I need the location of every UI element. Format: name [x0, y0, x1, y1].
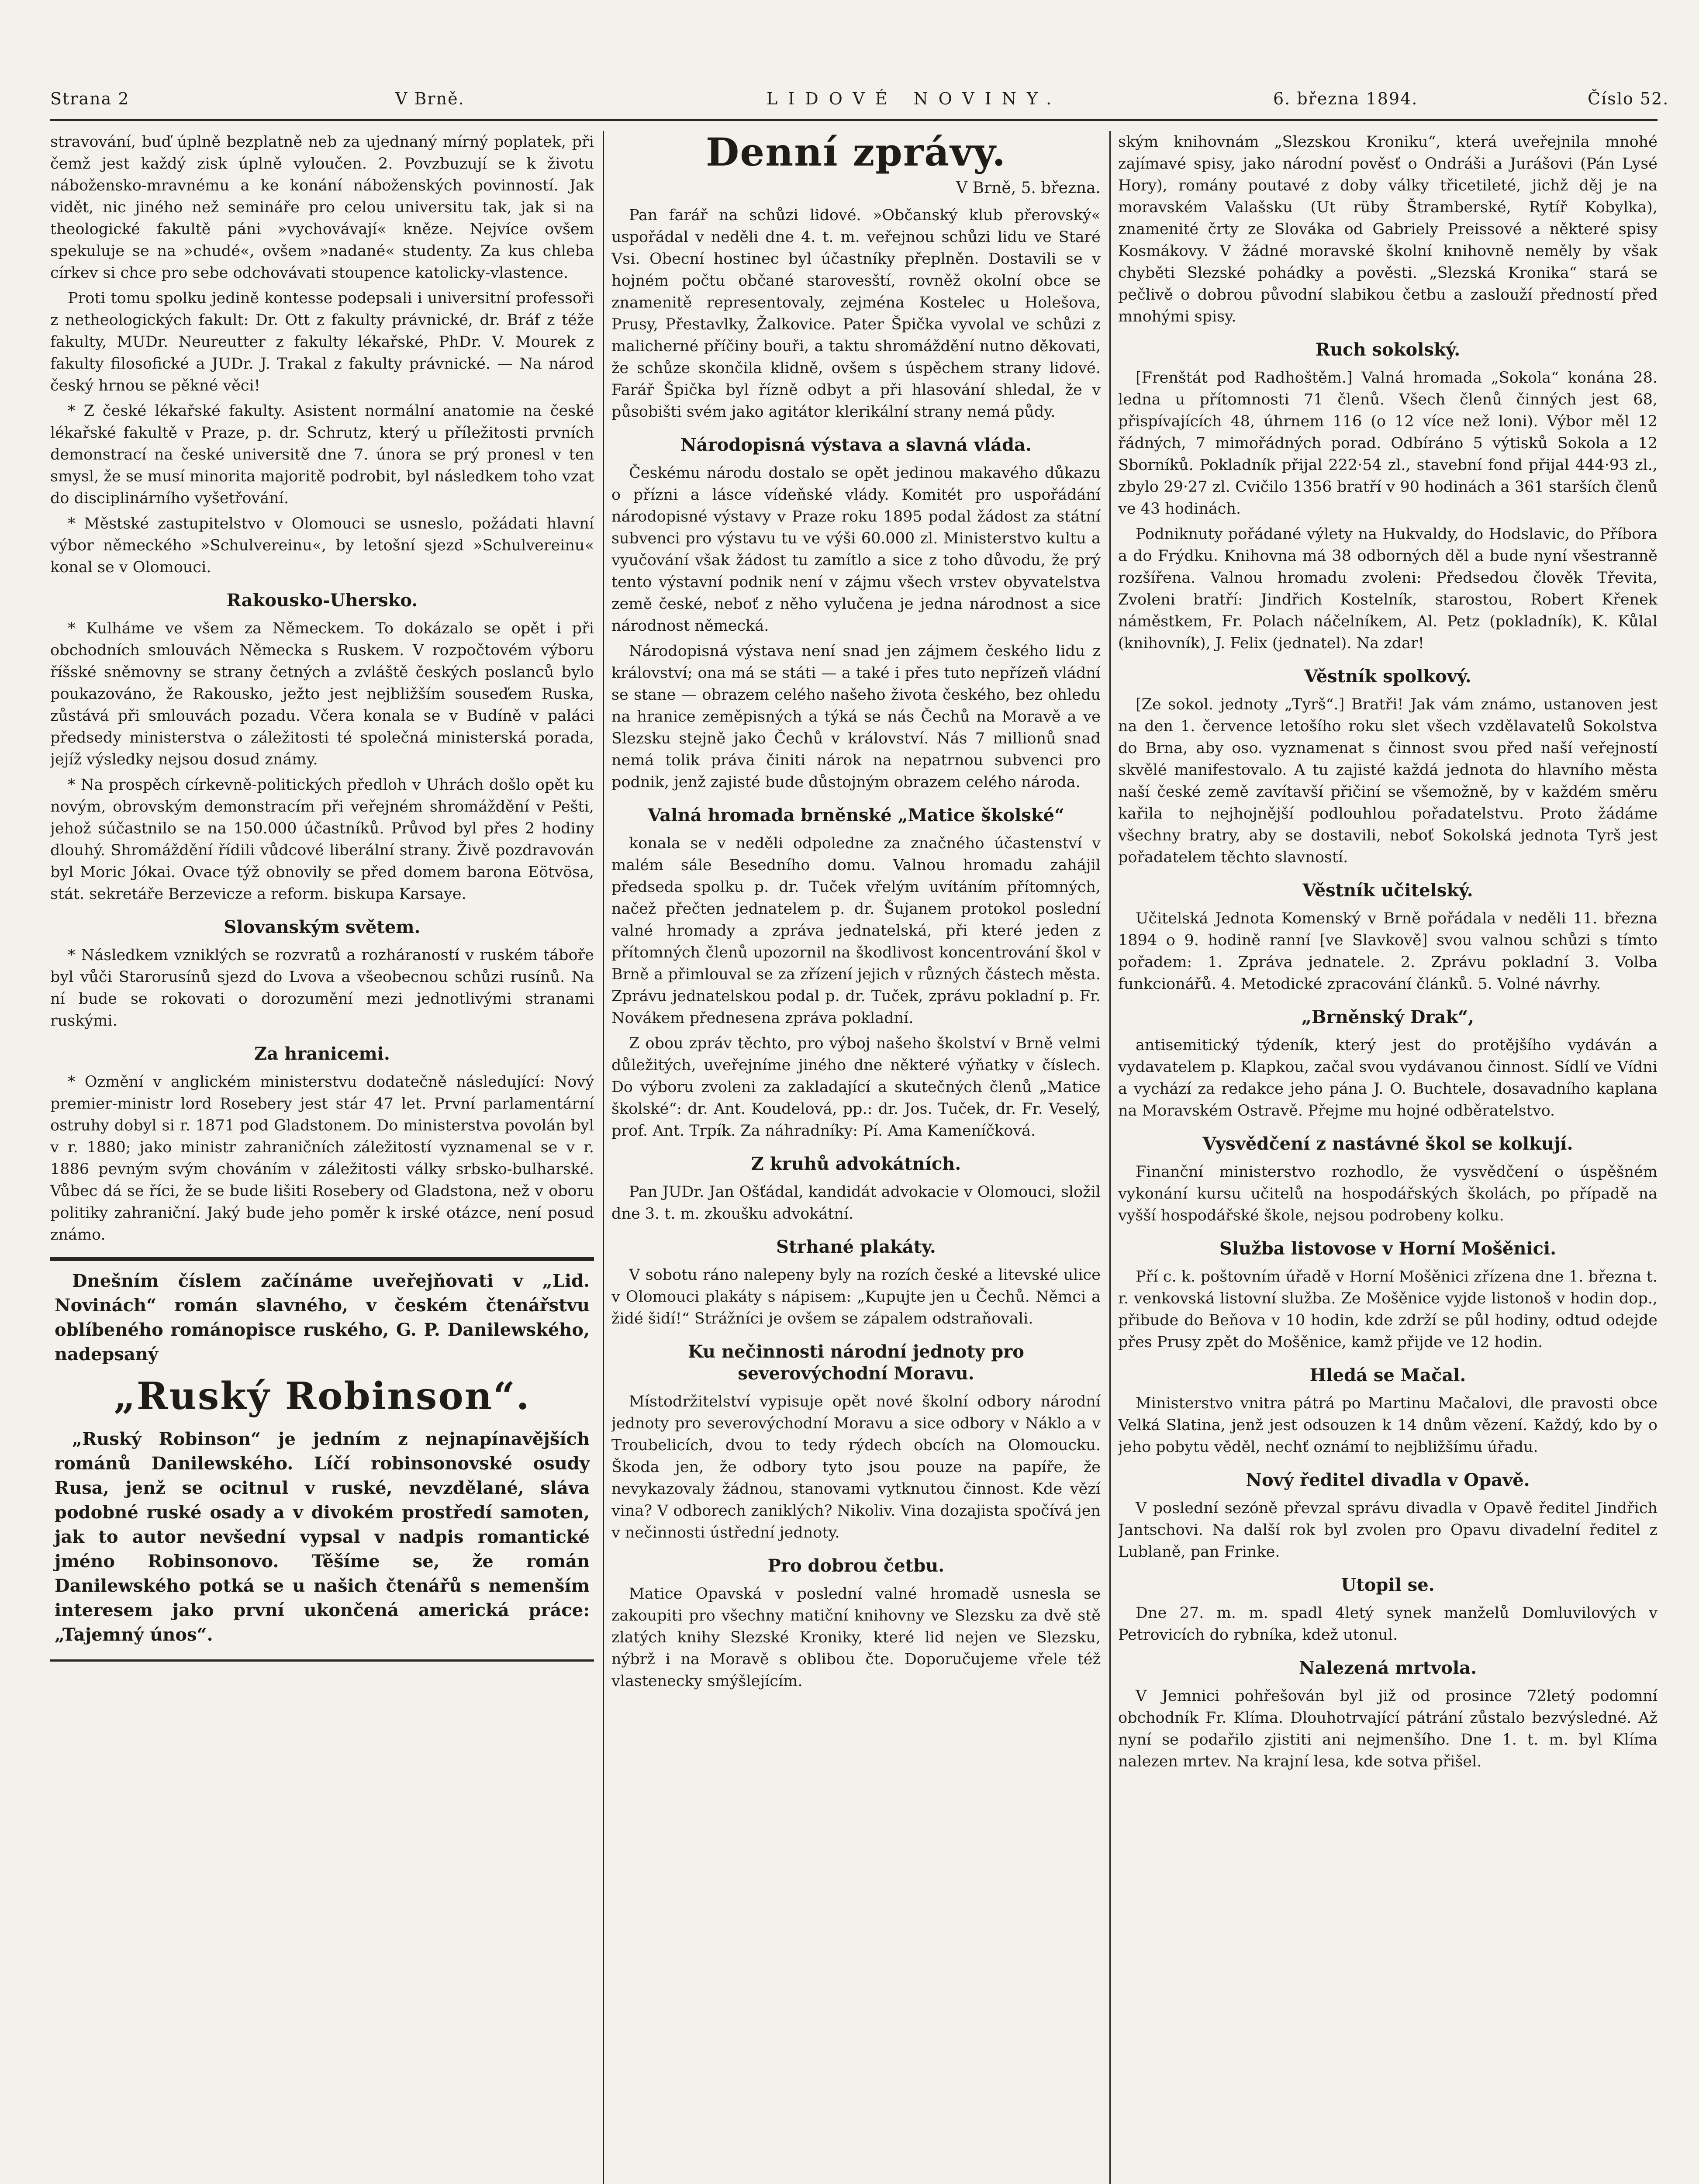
article-paragraph: V Jemnici pohřešován byl již od prosince 72letý podomní obchodník Fr. Klíma. Dlouhotrvající pátrání zůstalo bezvýsledné. Až nyní se podařilo zjistiti ani nejmenšího. Dne 1. t. m. byl Klíma nalezen mrtev. Na krajní lesa, kde sotva přišel.: [1118, 1687, 1658, 1770]
novel-title: „Ruský Robinson“.: [114, 1374, 531, 1418]
column-divider: [603, 131, 604, 2184]
article-paragraph: Pan farář na schůzi lidové. »Občanský klub přerovský« uspořádal v neděli dne 4. t. m. veřejnou schůzi lidu ve Staré Vsi. Obecní hostinec byl účastníky přeplněn. Dostavili se v hojném počtu občané starovesští, rovněž okolní obce se znamenitě representovaly, zejména Kostelec u Holešova, Prusy, Přestavlky, Žalkovice. Pater Špička vyvolal ve schůzi z malicherné příčiny bouři, a taktu shromáždění nutno děkovati, že schůze skončila klidně, ovšem s úspěchem strany lidové. Farář Špička byl řízně odbyt a při hlasování shledal, že v působišti svém jako agitátor klerikální strany nemá půdy.: [611, 207, 1101, 421]
city-label: V Brně.: [395, 89, 465, 108]
article-paragraph: Finanční ministerstvo rozhodlo, že vysvědčení o úspěšném vykonání kursu učitelů na hospodářských školách, po případě na vyšší hospodářské škole, nejsou podrobeny kolku.: [1118, 1163, 1658, 1224]
running-head: [50, 86, 1669, 112]
article-heading: „Brněnský Drak“,: [1301, 1007, 1475, 1027]
article-paragraph: Pří c. k. poštovním úřadě v Horní Mošěnici zřízena dne 1. března t. r. venkovská listovní služba. Ze Mošěnice vyjde listonoš v hodin dop., přibude do Beňova v 10 hodin, kde zdrží se půl hodiny, odtud odejde přes Prusy zpět do Mošěnice, kamž přijde ve 12 hodin.: [1118, 1268, 1658, 1351]
article-paragraph: antisemitický týdeník, který jest do protějšího vydáván a vydavatelem p. Klapkou, začal svou vydávanou činnost. Sídlí ve Vídni a vychází za redakce jeho pána J. O. Buchtele, dosavadního kaplana na Moravském Ostravě. Přejme mu hojné odběratelstvo.: [1118, 1037, 1658, 1120]
article-heading: Věstník spolkový.: [1304, 666, 1471, 687]
column-middle: [611, 131, 1101, 2184]
announcement-body: „Ruský Robinson“ je jedním z nejnapínavějších románů Danilewského. Líčí robinsonovské osudy Rusa, jenž se ocitnul v ruské, nevzdělané, sláva podobné ruské osady a v divokém prostředí samoten, jak to autor nevšední vypsal v nadpis romantické jméno Robinsonovo. Těšíme se, že román Danilewského potká se u našich čtenářů s nemenším interesem jako první ukončená americká práce: „Tajemný únos“.: [55, 1429, 590, 1645]
article-paragraph: Národopisná výstava není snad jen zájmem českého lidu z království; ona má se státi — a také i přes tuto nepřízeň vládní se stane — obrazem celého našeho života českého, bez ohledu na hranice zeměpisných a týká se nás Čechů na Moravě a ve Slezsku stejně jako Čechů v království. Nás 7 millionů snad nemá tolik práva činiti nárok na nepatrnou subvenci pro podnik, jenž zajisté bude důstojným obrazem celého národa.: [611, 643, 1101, 791]
article-paragraph: [Ze sokol. jednoty „Tyrš“.] Bratři! Jak vám známo, ustanoven jest na den 1. července letošího roku slet všech vzdělavatelů Sokolstva do Brna, aby oso. vyznamenat s činnost svou před naší veřejností skvělé manifestovalo. A tu zajisté každá jednota do hlavního města naší české země zavítavší přičiní se všemožně, by v každém směru kařila to nejhojnější podlouhlou pořadatelstvu. Proto žádáme všechny bratry, aby se dostavili, neboť Sokolská jednota Tyrš jest pořadatelem těchto slavností.: [1118, 696, 1658, 866]
article-paragraph: * Kulháme ve všem za Německem. To dokázalo se opět i při obchodních smlouvách Německa s Ruskem. V rozpočtovém výboru říšské sněmovny se strany četných a zvláště českých poslanců bylo poukazováno, že Rakousko, ježto jest nejbližším souseďem Ruska, zůstává při smlouvách pozadu. Včera konala se v Budíně v paláci předsedy ministerstva o záležitosti té společná ministerská porada, jejíž výsledky nejsou dosud známy.: [50, 620, 594, 768]
page-number: Strana 2: [50, 89, 130, 108]
article-paragraph: Matice Opavská v poslední valné hromadě usnesla se zakoupiti pro všechny matiční knihovny ve Slezsku za dvě stě zlatých knihy Slezské Kroniky, které lid nejen ve Slezsku, nýbrž i na Moravě s oblibou čte. Doporučujeme vřele též vlastenecky smýšlejícím.: [611, 1585, 1101, 1690]
article-paragraph: * Následkem vzniklých se rozvratů a rozháraností v ruském táboře byl vůči Starorusínů sjezd do Lvova a všeobecnou schůzi rusínů. Na ní bude se rokovati o dorozumění mezi jednotlivými stranami ruskými.: [50, 947, 594, 1030]
article-paragraph: Podniknuty pořádané výlety na Hukvaldy, do Hodslavic, do Příbora a do Frýdku. Knihovna má 38 odborných děl a bude nyní všestranně rozšířena. Valnou hromadu zvoleni: Předsedou člověk Třevita, Zvoleni bratří: Jindřich Kostelník, starostou, Robert Křenek náměstkem, Fr. Polach náčelníkem, Al. Petz (pokladník), K. Kůlal (knihovník), J. Felix (jednatel). Na zdar!: [1118, 525, 1658, 652]
section-heading: Za hranicemi.: [254, 1044, 390, 1064]
article-heading: Z kruhů advokátních.: [751, 1154, 961, 1174]
article-heading: Pro dobrou četbu.: [767, 1555, 945, 1576]
issue-number: Číslo 52.: [1588, 89, 1669, 108]
article-paragraph: [Frenštát pod Radhoštěm.] Valná hromada „Sokola“ konána 28. ledna u přítomnosti 71 členů. Všech členů činných jest 68, přispívajících 48, úhrnem 116 (o 12 více než loni). Výbor měl 12 řádných, 7 mimořádných porad. Odbíráno 5 výtisků Sokola a 12 Sborníků. Pokladník přijal 222·54 zl., stavební fond přijal 444·93 zl., zbylo 29·27 zl. Cvičilo 1356 bratří v 90 hodinách a 361 starších členů ve 43 hodinách.: [1118, 369, 1658, 518]
column-right: [1118, 131, 1658, 2184]
article-paragraph: Dne 27. m. m. spadl 4letý synek manželů Domluvilových v Petrovicích do rybníka, kdež utonul.: [1118, 1604, 1658, 1644]
article-heading: Valná hromada brněnské „Matice školské“: [648, 805, 1064, 826]
section-title: Denní zprávy.: [705, 131, 1007, 175]
article-heading: Národopisná výstava a slavná vláda.: [680, 435, 1032, 455]
article-paragraph: ským knihovnám „Slezskou Kroniku“, která uveřejnila mnohé zajímavé spisy, jako národní pověsť o Ondráši a Jurášovi (Pán Lysé Hory), romány poutavé z doby války třicetileté, jichž děj je na moravském Valašsku (Ut rüby Štramberské, Rytíř Kobylka), znamenité črty ze Slováka od Gabriely Preissové a některé spisy Kosmákovy. V žádné moravské školní knihovně neměly by však chyběti Slezské pohádky a pověsti. „Slezská Kronika“ stará se pečlivě o dobrou původní slabikou četbu a zaslouží předností před mnohými spisy.: [1118, 133, 1658, 325]
dateline: V Brně, 5. března.: [956, 179, 1101, 197]
header-rule: [50, 119, 1658, 121]
article-paragraph: Ministerstvo vnitra pátrá po Martinu Mačalovi, dle pravosti obce Velká Slatina, jenž jest odsouzen k 14 dnům vězení. Každý, kdo by o jeho pobytu věděl, nechť oznámí to nejbližšímu úřadu.: [1118, 1395, 1658, 1456]
article-paragraph: Českému národu dostalo se opět jedinou makavého důkazu o přízni a lásce vídeňské vlády. Komitét pro uspořádání národopisné výstavy v Praze roku 1895 podal žádost za státní subvenci pro výstavu tu ve výši 60.000 zl. Ministerstvo kultu a vyučování však žádost tu zamítlo a sice z toho důvodu, že prý tento výstavní podnik není v zájmu všech vrstev obyvatelstva země české, neboť z něho vylučena je jedna národnost a sice národnost německá.: [611, 464, 1101, 635]
announcement-intro: Dnešním číslem začínáme uveřejňovati v „Lid. Novinách“ román slavného, v českém čtenářstvu oblíbeného románopisce ruského, G. P. Danilewského, nadepsaný: [55, 1271, 590, 1365]
article-paragraph: * Na prospěch církevně-politických předloh v Uhrách došlo opět ku novým, obrovským demonstracím při veřejném shromáždění v Pešti, jehož súčastnilo se na 150.000 účastníků. Průvod byl přes 2 hodiny dlouhý. Shromáždění řídili vůdcové liberální strany. Živě pozdravován byl Moric Jókai. Ovace týž obnovily se před domem barona Eötvösa, stát. sekretáře Berzevicze a reform. biskupa Karsaye.: [50, 776, 594, 903]
article-paragraph: Pan JUDr. Jan Ošťádal, kandidát advokacie v Olomouci, složil dne 3. t. m. zkoušku advokátní.: [611, 1183, 1101, 1223]
article-paragraph: V sobotu ráno nalepeny byly na rozích české a litevské ulice v Olomouci plakáty s nápisem: „Kupujte jen u Čechů. Němci a židé šidí!“ Strážníci je ovšem se zápalem odstraňovali.: [611, 1266, 1101, 1327]
article-paragraph: * Městské zastupitelstvo v Olomouci se usneslo, požádati hlavní výbor německého »Schulvereinu«, by letošní sjezd »Schulvereinu« konal se v Olomouci.: [50, 515, 594, 576]
novel-announcement: [50, 1257, 594, 1662]
section-heading: Rakousko-Uhersko.: [226, 590, 418, 611]
article-heading: Věstník učitelský.: [1302, 880, 1473, 901]
article-paragraph: Proti tomu spolku jedině kontesse podepsali i universitní professoři z netheologických fakult: Dr. Ott z fakulty právnické, dr. Bráf z téže fakulty, MUDr. Neureutter z fakulty lékařské, PhDr. V. Mourek z fakulty filosofické a JUDr. J. Trakal z fakulty právnické. — Na národ český hrnou se pěkné věci!: [50, 290, 594, 394]
issue-date: 6. března 1894.: [1273, 89, 1418, 108]
article-heading: Ku nečinnosti národní jednoty pro severovýchodní Moravu.: [688, 1341, 1024, 1384]
article-paragraph: Z obou zpráv těchto, pro výboj našeho školství v Brně velmi důležitých, uveřejníme jiného dne některé výňatky v číslech. Do výboru zvoleni za zakladající a skutečných členů „Matice školské“: dr. Ant. Koudelová, pp.: dr. Jos. Tuček, dr. Fr. Veselý, prof. Ant. Trpík. Za náhradníky: Pí. Ama Kameníčková.: [611, 1035, 1101, 1140]
column-left: [50, 131, 594, 2184]
newspaper-name: LIDOVÉ NOVINY.: [767, 89, 1062, 108]
article-paragraph: stravování, buď úplně bezplatně neb za ujednaný mírný poplatek, při čemž jest každý zisk úplně vyloučen. 2. Povzbuzují se k životu nábožensko-mravnému a ke konání náboženských povinností. Jak vidět, nic jiného než semináře pro celou universitu tak, jak si na theologické fakultě páni »vychovávají« kněze. Nejvíce ovšem spekuluje se na »chudé«, ovšem »nadané« studenty. Za kus chleba církev si chce pro sebe odchovávati stoupence katolicky-vlastence.: [50, 133, 594, 282]
article-heading: Ruch sokolský.: [1315, 339, 1461, 360]
article-heading: Vysvědčení z nastávné škol se kolkují.: [1202, 1133, 1573, 1154]
article-heading: Nalezená mrtvola.: [1298, 1658, 1477, 1678]
article-heading: Hledá se Mačal.: [1309, 1365, 1466, 1386]
article-paragraph: * Ozmění v anglickém ministerstvu dodatečně následující: Nový premier-ministr lord Rosebery jest stár 47 let. První parlamentární ostruhy dobyl si r. 1871 pod Gladstonem. Do ministerstva povolán byl v r. 1880; jako ministr zahraničních záležitostí vyznamenal se v r. 1886 pevným svým chováním v záležitosti války srbsko-bulharské. Vůbec dá se říci, že se bude lišiti Rosebery od Gladstona, než v oboru politiky zahraniční. Jaký bude jeho poměr k irské otázce, není posud známo.: [50, 1073, 594, 1244]
article-paragraph: Učitelská Jednota Komenský v Brně pořádala v neděli 11. března 1894 o 9. hodině ranní [ve Slavkově] svou valnou schůzi s tímto pořadem: 1. Zpráva jednatele. 2. Zprávu pokladní 3. Volba funkcionářů. 4. Metodické zpracování článků. 5. Volné návrhy.: [1118, 910, 1658, 993]
article-paragraph: * Z české lékařské fakulty. Asistent normální anatomie na české lékařské fakultě v Praze, p. dr. Schrutz, který u příležitosti prvních demonstrací na české universitě dne 7. února se prý pronesl v ten smysl, že se musí minorita majoritě podrobit, byl následkem toho vzat do disciplinárního vyšetřování.: [50, 402, 594, 507]
article-paragraph: konala se v neděli odpoledne za značného účastenství v malém sále Besedního domu. Valnou hromadu zahájil předseda spolku p. dr. Tuček vřelým uvítáním přítomných, načež přečten jednatelem p. dr. Šujanem protokol poslední valné hromady a zpráva jednatelská, při které jeden z přítomných členů upozornil na škodlivost koncentrování škol v Brně a přimlouval se za zřízení jejich v různých částech města. Zprávu jednatelskou podal p. dr. Tuček, zprávu pokladní p. Fr. Novákem přednesena zpráva pokladní.: [611, 835, 1101, 1027]
article-paragraph: V poslední sezóně převzal správu divadla v Opavě ředitel Jindřich Jantschovi. Na další rok byl zvolen pro Opavu divadelní ředitel z Lublaně, pan Frinke.: [1118, 1500, 1658, 1561]
article-heading: Nový ředitel divadla v Opavě.: [1246, 1470, 1530, 1490]
article-heading: Strhané plakáty.: [776, 1237, 936, 1257]
article-heading: Utopil se.: [1341, 1575, 1435, 1595]
article-heading: Služba listovose v Horní Mošěnici.: [1219, 1238, 1557, 1259]
section-heading: Slovanským světem.: [224, 917, 421, 937]
article-paragraph: Místodržitelství vypisuje opět nové školní odbory národní jednoty pro severovýchodní Moravu a sice odbory v Náklo a v Troubelicích, dvou to tedy rýdech obcích na Olomoucku. Škoda jen, že odbory tyto jsou pouze na papíře, že nevykazovaly žádnou, stanovami vytknutou činnost. Kde vězí vina? V odborech zaniklých? Nikoliv. Vina dozajista spočívá jen v nečinnosti ústřední jednoty.: [611, 1393, 1101, 1541]
column-divider: [1109, 131, 1111, 2184]
